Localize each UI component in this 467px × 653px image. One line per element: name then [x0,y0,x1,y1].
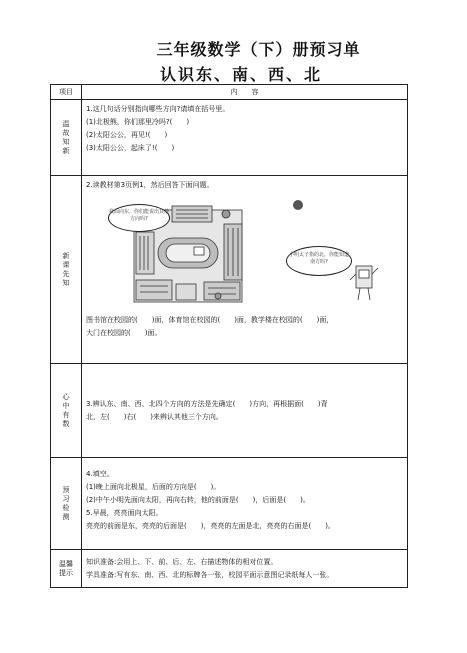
section-content [82,364,408,458]
text-line: 2.读教材第3页例1，然后回答下面问题。 [86,181,214,189]
section-label: 温故知新 [51,100,82,176]
header-item: 项目 [51,85,82,100]
page-title: 三年级数学（下）册预习单 [156,40,361,59]
speech-bubble-right: 小明太子指的北，你能知道南方吗? [286,246,352,276]
text-line: 学具准备:写有东、南、西、北的标牌各一张，校园平面示意图记录纸每人一张。 [86,570,334,579]
text-line: (3)太阳公公，起床了!( ) [86,144,175,152]
page-subtitle: 认识东、南、西、北 [160,65,323,84]
sun-icon [293,200,303,210]
text-line: 图书馆在校园的( )面，体育馆在校园的( )面，教学楼在校园的( )面， [86,316,334,324]
text-line: 4.填空。 [86,470,114,478]
section-check [51,458,408,550]
table-header-row [51,85,408,100]
text-line: 亮亮的前面是东，亮亮的后面是( )，亮亮的左面是北，亮亮的右面是( )。 [86,522,335,530]
text-line: 3.辨认东、南、西、北四个方向的方法是先确定( )方向，再根据面( )背 [86,399,328,408]
section-content [82,100,408,176]
speech-bubble-left: 我面向东，你们能说出其他方向吗? [108,204,170,232]
text-line: (1)北极熊，你们那里冷吗?( ) [86,118,190,126]
text-line: (2)太阳公公，再见!( ) [86,131,168,139]
section-tips [51,550,408,588]
section-review [51,100,408,176]
text-line: 5.早晨，亮亮面向太阳。 [86,509,163,517]
text-line: 1.这几句话分别指向哪些方向?请填在括号里。 [86,105,230,113]
campus-illustration [86,196,386,314]
section-label: 预习检测 [51,458,82,550]
section-key-points [51,364,408,458]
section-label: 温馨提示 [51,550,82,588]
section-content [82,176,408,364]
section-label: 心中有数 [51,364,82,458]
worksheet-table [50,84,408,588]
section-label: 新课先知 [51,176,82,364]
text-line: 知识准备:会用上、下、前、后、左、右描述物体的相对位置。 [86,557,278,566]
header-content: 内 容 [82,85,408,100]
section-preview [51,176,408,364]
text-line: (1)晚上面向北极星，后面的方向是( )。 [86,483,221,491]
section-content [82,458,408,550]
text-line: 北，左( )右( )来辨认其他三个方向。 [86,412,223,421]
text-line: (2)中午小明先面向太阳，再向右转，他的前面是( )，后面是( )。 [86,496,310,504]
text-line: 大门在校园的( )面。 [86,329,162,337]
section-content [82,550,408,588]
